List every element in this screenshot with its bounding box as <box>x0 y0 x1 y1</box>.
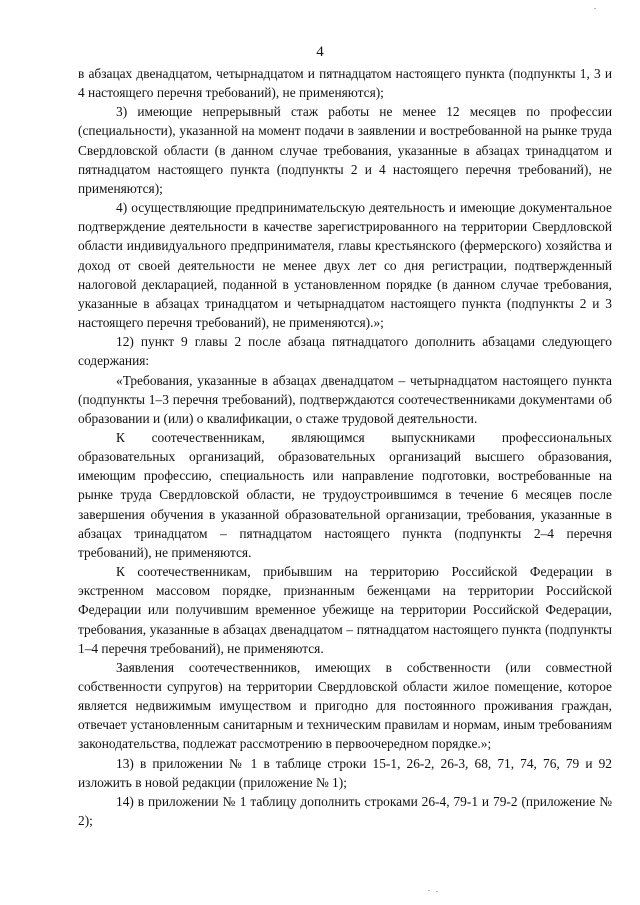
paragraph-item-12: 12) пункт 9 главы 2 после абзаца пятнадцатого дополнить абзацами следующего содержания: <box>78 334 612 369</box>
paragraph-item-3: 3) имеющие непрерывный стаж работы не менее 12 месяцев по профессии (специальности), указанной на момент подачи в заявлении и востребованной на рынке труда Свердловской области (в данном случае требования, указанные в абзацах тринадцатом и пятнадцатом настоящего пункта (подпункты 2 и 4 настоящего перечня требований), не применяются); <box>78 104 612 196</box>
paragraph-item-14: 14) в приложении № 1 таблицу дополнить строками 26-4, 79-1 и 79-2 (приложение № 2); <box>78 793 612 829</box>
scan-speck <box>436 891 438 892</box>
paragraph-requirements: «Требования, указанные в абзацах двенадцатом – четырнадцатом настоящего пункта (подпункты 1–3 перечня требований), подтверждаются соотечественниками документами об образовании и (или) о квалификации, о стаже трудовой деятельности. <box>78 372 612 426</box>
page-number: 4 <box>316 44 324 60</box>
paragraph-housing: Заявления соотечественников, имеющих в собственности (или совместной собственности супругов) на территории Свердловской области жилое помещение, которое является недвижимым имуществом и пригодно для постоянного проживания граждан, отвечает установленным санитарным и техническим правилам и нормам, иным требованиям законодательства, подлежат рассмотрению в первоочередном порядке.»; <box>78 659 612 752</box>
paragraph-item-4: 4) осуществляющие предпринимательскую деятельность и имеющие документальное подтверждение деятельности в качестве зарегистрированного на территории Свердловской области индивидуального предпринимателя, главы крестьянского (фермерского) хозяйства и доход от своей деятельности не менее двух лет со дня регистрации, подтвержденный налоговой декларацией, поданной в установленном порядке (в данном случае требования, указанные в абзацах тринадцатом и четырнадцатом настоящего пункта (подпункты 2 и 3 настоящего перечня требований), не применяются).»; <box>78 200 612 331</box>
document-body <box>78 64 612 830</box>
paragraph-refugees: К соотечественникам, прибывшим на территорию Российской Федерации в экстренном массовом порядке, признанным беженцами на территории Российской Федерации или получившим временное убежище на территории Российской Федерации, требования, указанные в абзацах двенадцатом – пятнадцатом настоящего пункта (подпункты 1–4 перечня требований), не применяются. <box>78 564 612 656</box>
paragraph-item-13: 13) в приложении № 1 в таблице строки 15-1, 26-2, 26-3, 68, 71, 74, 76, 79 и 92 изложить в новой редакции (приложение № 1); <box>78 755 612 790</box>
scan-speck <box>594 8 596 9</box>
paragraph-graduates: К соотечественникам, являющимся выпускниками профессиональных образовательных организаций, образовательных организаций высшего образования, имеющим профессию, специальность или направление подготовки, востребованные на рынке труда Свердловской области, не трудоустроившимся в течение 6 месяцев после завершения обучения в указанной образовательной организации, требования, указанные в абзацах тринадцатом – пятнадцатом настоящего пункта (подпункты 2–4 перечня требований), не применяются. <box>78 429 612 560</box>
paragraph-continuation: в абзацах двенадцатом, четырнадцатом и пятнадцатом настоящего пункта (подпункты 1, 3 и 4 настоящего перечня требований), не применяются); <box>78 66 612 101</box>
scan-speck <box>428 890 430 891</box>
